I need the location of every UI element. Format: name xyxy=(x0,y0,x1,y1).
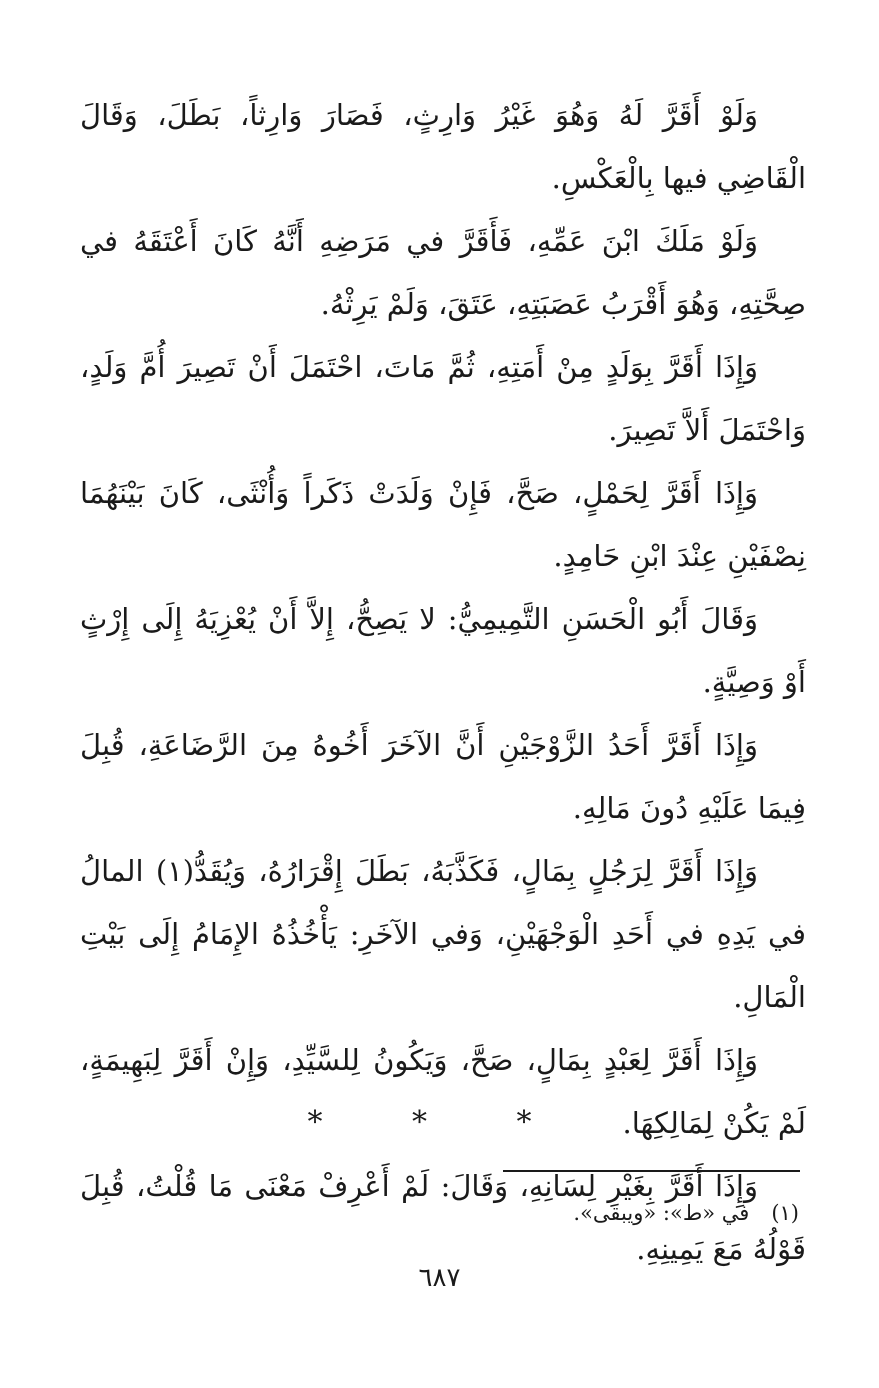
paragraph: وَلَوْ مَلَكَ ابْنَ عَمِّهِ، فَأَقَرَّ في مَرَضِهِ أَنَّهُ كَانَ أَعْتَقَهُ في صِحَّتِهِ، وَهُوَ أَقْرَبُ عَصَبَتِهِ، عَتَقَ، وَلَمْ يَرِثْهُ. xyxy=(80,224,806,321)
paragraph: وَقَالَ أَبُو الْحَسَنِ التَّمِيمِيُّ: لا يَصِحُّ، إِلاَّ أَنْ يُعْزِيَهُ إِلَى إِرْثٍ أَوْ وَصِيَّةٍ. xyxy=(80,602,806,699)
paragraph: وَإِذَا أَقَرَّ لِرَجُلٍ بِمَالٍ، فَكَذَّبَهُ، بَطَلَ إِقْرَارُهُ، وَيُقَدُّ(١) المالُ في يَدِهِ في أَحَدِ الْوَجْهَيْنِ، وَفي الآخَرِ: يَأْخُذُهُ الإِمَامُ إِلَى بَيْتِ الْمَالِ. xyxy=(80,854,806,1014)
page-number: ٦٨٧ xyxy=(418,1263,461,1293)
footnote-text: في «ط»: «ويبقى». xyxy=(573,1201,750,1225)
section-separator: * * * xyxy=(307,1105,572,1140)
footnote xyxy=(573,1198,799,1228)
paragraph: وَإِذَا أَقَرَّ لِحَمْلٍ، صَحَّ، فَإِنْ وَلَدَتْ ذَكَراً وَأُنْثَى، كَانَ بَيْنَهُمَا نِصْفَيْنِ عِنْدَ ابْنِ حَامِدٍ. xyxy=(80,476,806,573)
paragraph: وَإِذَا أَقَرَّ بِوَلَدٍ مِنْ أَمَتِهِ، ثُمَّ مَاتَ، احْتَمَلَ أَنْ تَصِيرَ أُمَّ وَلَدٍ، وَاحْتَمَلَ أَلاَّ تَصِيرَ. xyxy=(80,350,806,447)
footnote-rule xyxy=(503,1170,800,1172)
paragraph: وَإِذَا أَقَرَّ لِعَبْدٍ بِمَالٍ، صَحَّ، وَيَكُونُ لِلسَّيِّدِ، وَإِنْ أَقَرَّ لِبَهِيمَةٍ، لَمْ يَكُنْ لِمَالِكِهَا. xyxy=(80,1043,806,1140)
paragraph: وَإِذَا أَقَرَّ أَحَدُ الزَّوْجَيْنِ أَنَّ الآخَرَ أَخُوهُ مِنَ الرَّضَاعَةِ، قُبِلَ فِيمَا عَلَيْهِ دُونَ مَالِهِ. xyxy=(80,728,806,825)
paragraph: وَلَوْ أَقَرَّ لَهُ وَهُوَ غَيْرُ وَارِثٍ، فَصَارَ وَارِثاً، بَطَلَ، وَقَالَ الْقَاضِي فيها بِالْعَكْسِ. xyxy=(80,98,806,195)
footnote-mark: (١) xyxy=(771,1201,799,1225)
paragraph: وَإِذَا أَقَرَّ بِغَيْرِ لِسَانِهِ، وَقَالَ: لَمْ أَعْرِفْ مَعْنَى مَا قُلْتُ، قُبِلَ قَوْلُهُ مَعَ يَمِينِهِ. xyxy=(80,1169,806,1266)
body-text xyxy=(80,84,806,1281)
